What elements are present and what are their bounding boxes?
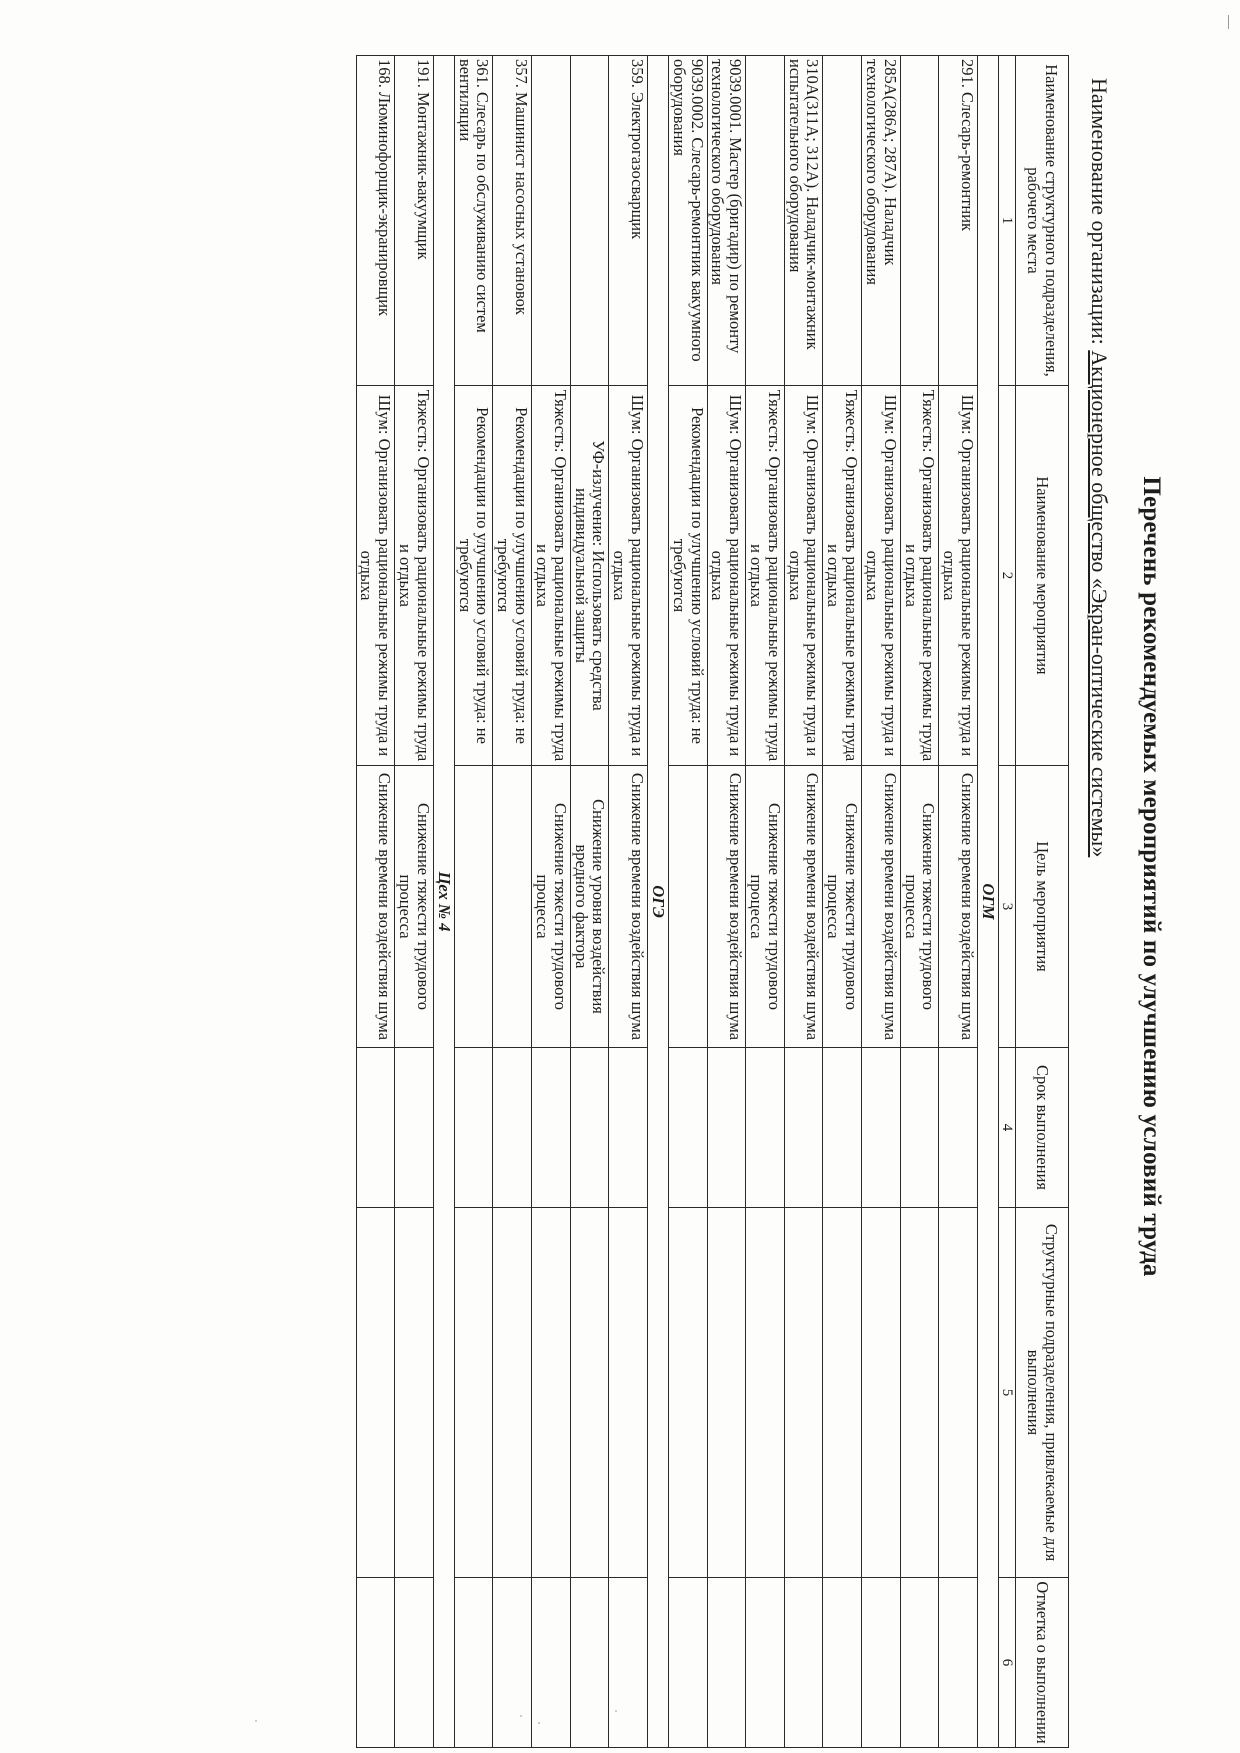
workplace-cell: 291. Слесарь-ремонтник <box>939 56 978 386</box>
goal-cell: Снижение времени воздействия шума <box>939 766 978 1048</box>
organization-label: Наименование организации: <box>1087 78 1112 345</box>
completion-mark-cell <box>609 1578 648 1748</box>
workplace-cell <box>823 56 862 386</box>
table-row <box>570 56 609 1748</box>
table-row <box>862 56 901 1748</box>
measure-cell: Тяжесть: Организовать рациональные режимы труда и отдыха <box>900 386 939 766</box>
section-row <box>978 56 999 1748</box>
table-row <box>609 56 648 1748</box>
header-cell: Наименование мероприятия <box>1016 386 1069 766</box>
table-row <box>532 56 571 1748</box>
header-cell: Срок выполнения <box>1016 1048 1069 1208</box>
goal-cell: Снижение тяжести трудового процесса <box>900 766 939 1048</box>
goal-cell: Снижение времени воздействия шума <box>609 766 648 1048</box>
column-number: 2 <box>999 386 1016 766</box>
table-row <box>823 56 862 1748</box>
responsible-units-cell <box>609 1208 648 1578</box>
measure-cell: Тяжесть: Организовать рациональные режимы труда и отдыха <box>746 386 785 766</box>
table-row <box>900 56 939 1748</box>
goal-cell: Снижение уровня воздействия вредного фактора <box>570 766 609 1048</box>
completion-mark-cell <box>707 1578 746 1748</box>
responsible-units-cell <box>356 1208 395 1578</box>
organization-name: Акционерное общество «Экран-оптические системы» <box>1087 350 1112 858</box>
measure-cell: Шум: Организовать рациональные режимы труда и отдыха <box>356 386 395 766</box>
measure-cell: УФ-излучение: Использовать средства индивидуальной защиты <box>570 386 609 766</box>
measure-cell: Тяжесть: Организовать рациональные режимы труда и отдыха <box>395 386 434 766</box>
deadline-cell <box>939 1048 978 1208</box>
column-number: 3 <box>999 766 1016 1048</box>
section-title: Цех № 4 <box>433 56 454 1748</box>
workplace-cell <box>900 56 939 386</box>
measure-cell: Тяжесть: Организовать рациональные режимы труда и отдыха <box>823 386 862 766</box>
responsible-units-cell <box>939 1208 978 1578</box>
completion-mark-cell <box>823 1578 862 1748</box>
workplace-cell: 359. Электрогазосварщик <box>609 56 648 386</box>
deadline-cell <box>784 1048 823 1208</box>
table-header-row <box>1016 56 1069 1748</box>
goal-cell: Снижение времени воздействия шума <box>784 766 823 1048</box>
table-row <box>356 56 395 1748</box>
completion-mark-cell <box>454 1578 493 1748</box>
document-title: Перечень рекомендуемых мероприятий по улучшению условий труда <box>1138 476 1165 1277</box>
column-number-row <box>999 56 1016 1748</box>
responsible-units-cell <box>493 1208 532 1578</box>
goal-cell: Снижение тяжести трудового процесса <box>823 766 862 1048</box>
table-row <box>395 56 434 1748</box>
deadline-cell <box>900 1048 939 1208</box>
workplace-cell: 9039.0001. Мастер (бригадир) по ремонту технологического оборудования <box>707 56 746 386</box>
table-row <box>707 56 746 1748</box>
header-cell: Структурные подразделения, привлекаемые для выполнения <box>1016 1208 1069 1578</box>
column-number: 4 <box>999 1048 1016 1208</box>
goal-cell <box>669 766 708 1048</box>
deadline-cell <box>570 1048 609 1208</box>
responsible-units-cell <box>669 1208 708 1578</box>
workplace-cell: 357. Машинист насосных установок <box>493 56 532 386</box>
header-cell: Отметка о выполнении <box>1016 1578 1069 1748</box>
deadline-cell <box>356 1048 395 1208</box>
table-row <box>669 56 708 1748</box>
deadline-cell <box>746 1048 785 1208</box>
section-title: ОГЭ <box>648 56 669 1748</box>
responsible-units-cell <box>823 1208 862 1578</box>
measure-cell: Шум: Организовать рациональные режимы труда и отдыха <box>939 386 978 766</box>
completion-mark-cell <box>570 1578 609 1748</box>
responsible-units-cell <box>454 1208 493 1578</box>
measure-cell: Шум: Организовать рациональные режимы труда и отдыха <box>609 386 648 766</box>
measure-cell: Шум: Организовать рациональные режимы труда и отдыха <box>784 386 823 766</box>
table-row <box>493 56 532 1748</box>
completion-mark-cell <box>669 1578 708 1748</box>
header-cell: Цель мероприятия <box>1016 766 1069 1048</box>
workplace-cell: 168. Люминофорщик-экранировщик <box>356 56 395 386</box>
goal-cell <box>493 766 532 1048</box>
table-row <box>784 56 823 1748</box>
column-number: 6 <box>999 1578 1016 1748</box>
completion-mark-cell <box>746 1578 785 1748</box>
completion-mark-cell <box>784 1578 823 1748</box>
column-number: 1 <box>999 56 1016 386</box>
measures-table <box>356 55 1069 1748</box>
responsible-units-cell <box>784 1208 823 1578</box>
workplace-cell: 285А(286А; 287А). Наладчик технологического оборудования <box>862 56 901 386</box>
responsible-units-cell <box>395 1208 434 1578</box>
goal-cell: Снижение тяжести трудового процесса <box>395 766 434 1048</box>
section-row <box>648 56 669 1748</box>
responsible-units-cell <box>532 1208 571 1578</box>
measure-cell: Тяжесть: Организовать рациональные режимы труда и отдыха <box>532 386 571 766</box>
completion-mark-cell <box>356 1578 395 1748</box>
workplace-cell: 310А(311А; 312А). Наладчик-монтажник испытательного оборудования <box>784 56 823 386</box>
table-row <box>746 56 785 1748</box>
section-row <box>433 56 454 1748</box>
goal-cell <box>454 766 493 1048</box>
measure-cell: Рекомендации по улучшению условий труда: не требуются <box>493 386 532 766</box>
goal-cell: Снижение времени воздействия шума <box>356 766 395 1048</box>
responsible-units-cell <box>900 1208 939 1578</box>
responsible-units-cell <box>707 1208 746 1578</box>
section-title: ОГМ <box>978 56 999 1748</box>
measure-cell: Шум: Организовать рациональные режимы труда и отдыха <box>707 386 746 766</box>
column-number: 5 <box>999 1208 1016 1578</box>
completion-mark-cell <box>939 1578 978 1748</box>
measure-cell: Шум: Организовать рациональные режимы труда и отдыха <box>862 386 901 766</box>
responsible-units-cell <box>570 1208 609 1578</box>
completion-mark-cell <box>862 1578 901 1748</box>
deadline-cell <box>454 1048 493 1208</box>
workplace-cell: 361. Слесарь по обслуживанию систем вентиляции <box>454 56 493 386</box>
workplace-cell <box>570 56 609 386</box>
measure-cell: Рекомендации по улучшению условий труда: не требуются <box>454 386 493 766</box>
organization-line <box>1086 78 1112 857</box>
workplace-cell <box>532 56 571 386</box>
measure-cell: Рекомендации по улучшению условий труда: не требуются <box>669 386 708 766</box>
deadline-cell <box>862 1048 901 1208</box>
completion-mark-cell <box>493 1578 532 1748</box>
deadline-cell <box>669 1048 708 1208</box>
header-cell: Наименование структурного подразделения, рабочего места <box>1016 56 1069 386</box>
workplace-cell: 191. Монтажник-вакуумщик <box>395 56 434 386</box>
table-row <box>454 56 493 1748</box>
responsible-units-cell <box>862 1208 901 1578</box>
deadline-cell <box>609 1048 648 1208</box>
table-row <box>939 56 978 1748</box>
goal-cell: Снижение времени воздействия шума <box>862 766 901 1048</box>
completion-mark-cell <box>395 1578 434 1748</box>
responsible-units-cell <box>746 1208 785 1578</box>
goal-cell: Снижение тяжести трудового процесса <box>746 766 785 1048</box>
deadline-cell <box>707 1048 746 1208</box>
deadline-cell <box>395 1048 434 1208</box>
completion-mark-cell <box>900 1578 939 1748</box>
deadline-cell <box>493 1048 532 1208</box>
goal-cell: Снижение тяжести трудового процесса <box>532 766 571 1048</box>
deadline-cell <box>823 1048 862 1208</box>
deadline-cell <box>532 1048 571 1208</box>
goal-cell: Снижение времени воздействия шума <box>707 766 746 1048</box>
workplace-cell <box>746 56 785 386</box>
workplace-cell: 9039.0002. Слесарь-ремонтник вакуумного оборудования <box>669 56 708 386</box>
completion-mark-cell <box>532 1578 571 1748</box>
